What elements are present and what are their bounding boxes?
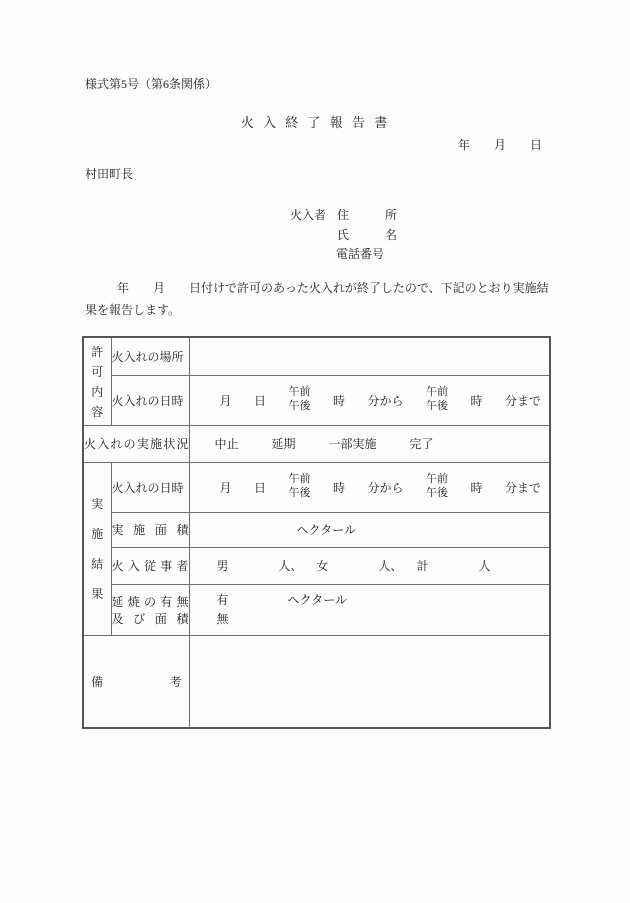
- hour-label: 時: [332, 393, 345, 408]
- pm-label: 午後: [425, 400, 448, 412]
- permit-char: 容: [91, 404, 104, 419]
- female-label: 女: [316, 559, 329, 573]
- area-row-cell: [189, 512, 550, 547]
- male-unit: 人、: [278, 559, 303, 573]
- applicant-address-label: 住 所: [337, 208, 398, 222]
- total-label: 計: [416, 559, 429, 573]
- hour-label: 時: [470, 480, 483, 495]
- female-unit: 人、: [378, 559, 403, 573]
- report-table: [82, 336, 551, 729]
- status-option-cancelled: 中止: [214, 437, 239, 451]
- am-label: 午前: [425, 386, 448, 399]
- applicant-phone-label: 電話番号: [336, 247, 385, 261]
- spread-row-label: [111, 584, 189, 635]
- actual-datetime-line: [190, 473, 550, 501]
- total-unit: 人: [478, 559, 491, 573]
- spread-yes: 有: [216, 592, 229, 607]
- day-label: 日: [254, 393, 267, 408]
- remarks-row-label-cell: [83, 635, 189, 728]
- area-row-label: 実施面積: [111, 512, 189, 547]
- am-label: 午前: [425, 473, 448, 486]
- result-char: 施: [91, 527, 104, 541]
- section-result-header: [83, 462, 111, 635]
- result-char: 果: [91, 587, 104, 601]
- remarks-char-left: 備: [91, 674, 104, 689]
- ampm-stack: [426, 473, 448, 501]
- applicant-name-label: 氏 名: [337, 228, 398, 242]
- day-label: 日: [254, 480, 267, 495]
- section-permit-chars: [84, 343, 111, 420]
- status-row-label: 火入れの実施状況: [83, 425, 189, 462]
- permit-datetime-line: [190, 386, 550, 414]
- document-title: 火 入 終 了 報 告 書: [240, 115, 390, 130]
- minute-from-label: 分から: [367, 393, 404, 408]
- spread-label-line2: 及び面積: [111, 611, 189, 626]
- ampm-stack: [426, 386, 448, 414]
- ampm-stack: [289, 473, 311, 501]
- status-row-cell: [189, 425, 550, 462]
- body-text-line2: 果を報告します。: [85, 303, 181, 317]
- body-text-line1: 年 月 日付けで許可のあった火入れが終了したので、下記のとおり実施結: [117, 281, 549, 295]
- result-char: 実: [91, 497, 104, 511]
- report-date-placeholder: 年 月 日: [458, 138, 543, 152]
- applicant-label: 火入者: [290, 208, 327, 222]
- minute-to-label: 分まで: [504, 480, 541, 495]
- pm-label: 午後: [425, 487, 448, 499]
- month-label: 月: [219, 393, 232, 408]
- status-option-completed: 完了: [409, 437, 434, 451]
- minute-to-label: 分まで: [504, 393, 541, 408]
- male-label: 男: [216, 559, 229, 573]
- result-char: 結: [91, 557, 104, 571]
- am-label: 午前: [288, 386, 311, 399]
- ampm-stack: [289, 386, 311, 414]
- spread-line-no: [217, 610, 550, 629]
- am-label: 午前: [288, 473, 311, 486]
- place-row-label: 火入れの場所: [111, 337, 189, 375]
- minute-from-label: 分から: [367, 480, 404, 495]
- addressee-mayor: 村田町長: [85, 167, 134, 181]
- pm-label: 午後: [288, 487, 311, 499]
- status-option-partial: 一部実施: [328, 437, 377, 451]
- spread-row-cell: [189, 584, 550, 635]
- status-option-postponed: 延期: [271, 437, 296, 451]
- permit-char: 許: [91, 344, 104, 359]
- month-label: 月: [219, 480, 232, 495]
- spread-unit: ヘクタール: [287, 592, 348, 607]
- pm-label: 午後: [288, 400, 311, 412]
- spread-label-line1: 延焼の有無: [111, 594, 189, 609]
- permit-datetime-label: 火入れの日時: [111, 375, 189, 425]
- permit-char: 内: [91, 384, 104, 399]
- spread-content: [190, 591, 550, 629]
- section-result-chars: [84, 495, 111, 602]
- section-permit-header: [83, 337, 111, 425]
- workers-row-label: 火入従事者: [111, 547, 189, 584]
- remarks-value-cell: [189, 635, 550, 728]
- area-unit: ヘクタール: [296, 523, 357, 537]
- form-number: 様式第5号（第6条関係）: [85, 77, 218, 91]
- spread-no: 無: [216, 611, 229, 626]
- status-options: [190, 435, 550, 452]
- actual-datetime-label: 火入れの日時: [111, 462, 189, 512]
- workers-row-cell: [189, 547, 550, 584]
- permit-char: 可: [91, 364, 104, 379]
- spread-line-yes: [217, 591, 550, 610]
- actual-datetime-cell: [189, 462, 550, 512]
- permit-datetime-cell: [189, 375, 550, 425]
- hour-label: 時: [470, 393, 483, 408]
- remarks-label: [84, 673, 189, 690]
- place-row-value-cell: [189, 337, 550, 375]
- hour-label: 時: [332, 480, 345, 495]
- remarks-char-right: 考: [169, 674, 182, 689]
- workers-line: [190, 557, 550, 574]
